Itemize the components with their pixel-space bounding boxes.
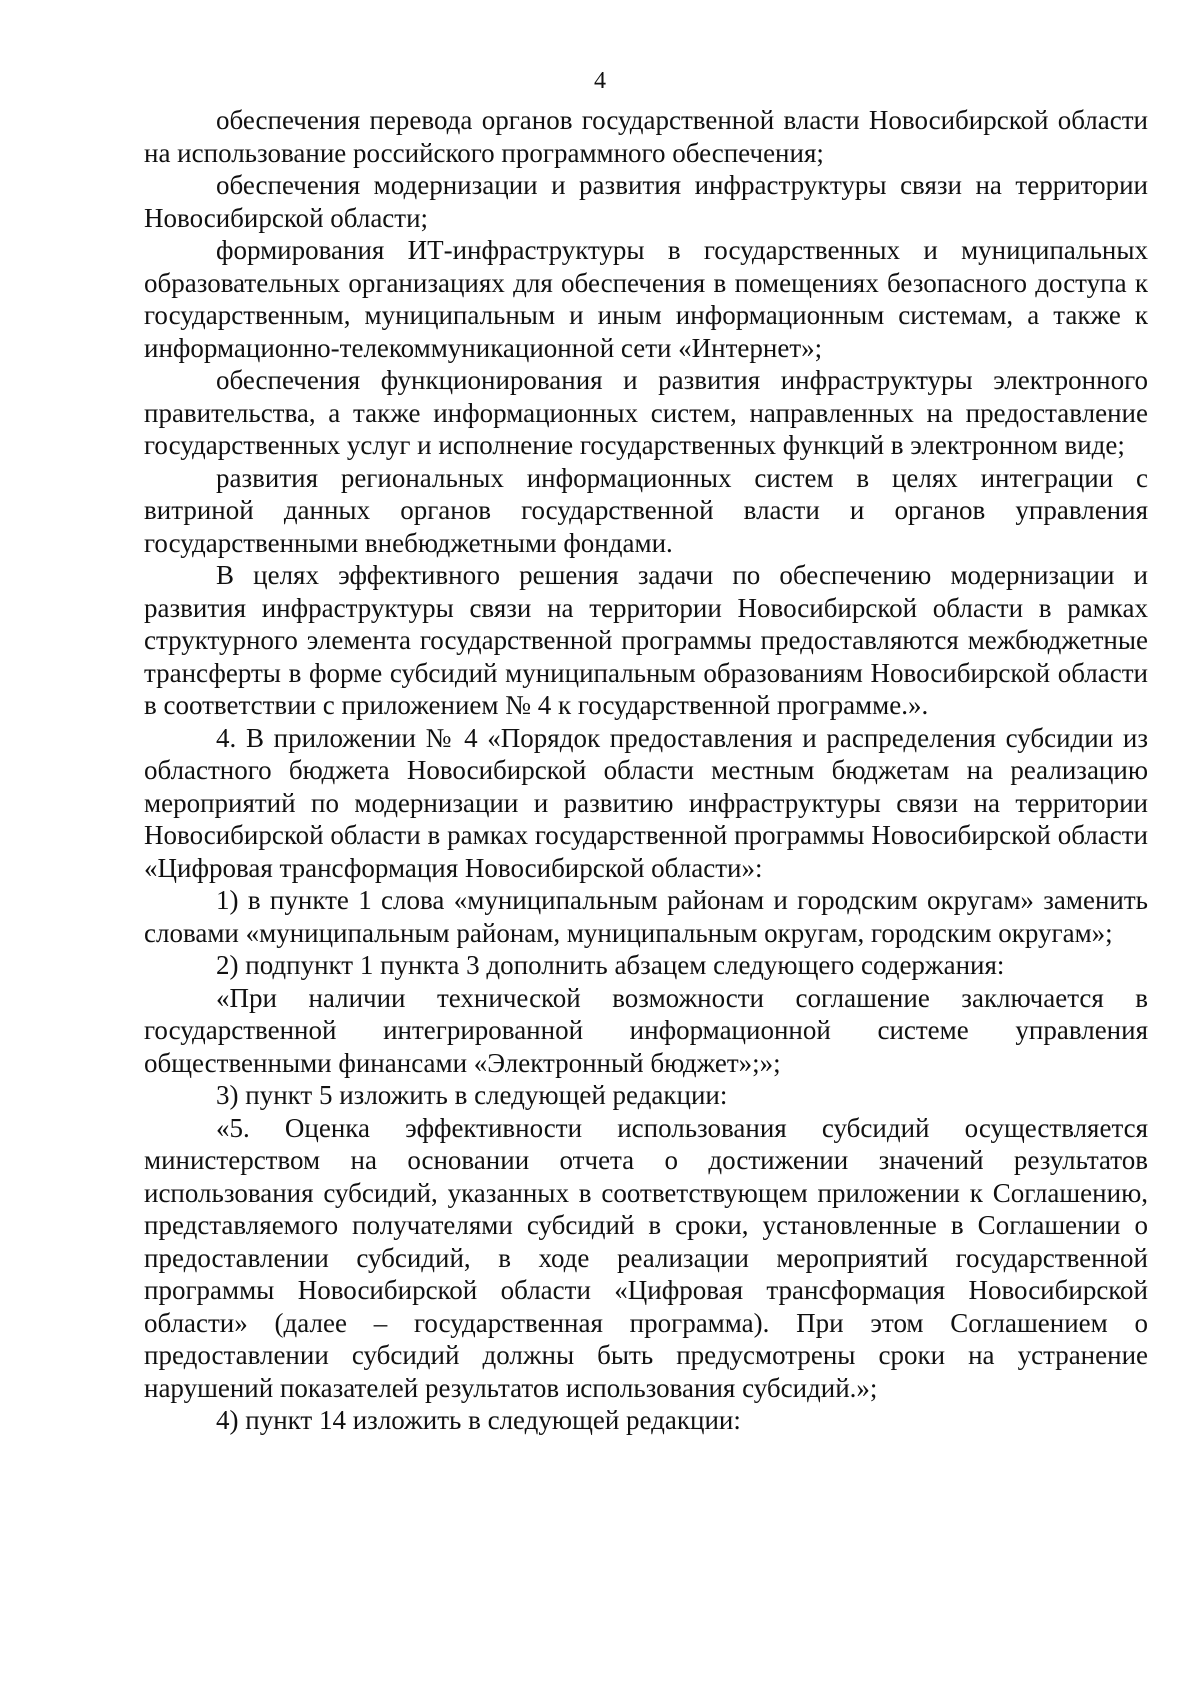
paragraph: «5. Оценка эффективности использования субсидий осуществляется министерством на основании отчета о достижении значений результатов использования субсидий, указанных в соответствующем приложении к Соглашению, представляемого получателями субсидий в сроки, установленные в Соглашении о предоставлении субсидий, в ходе реализации мероприятий государственной программы Новосибирской области «Цифровая трансформация Новосибирской области» (далее – государственная программа). При этом Соглашением о предоставлении субсидий должны быть предусмотрены сроки на устранение нарушений показателей результатов использования субсидий.»; bbox=[144, 1112, 1148, 1403]
paragraph: развития региональных информационных систем в целях интеграции с витриной данных органов государственной власти и органов управления государственными внебюджетными фондами. bbox=[144, 462, 1148, 558]
paragraph: обеспечения модернизации и развития инфраструктуры связи на территории Новосибирской области; bbox=[144, 170, 1148, 233]
page-number: 4 bbox=[594, 68, 606, 94]
paragraph: В целях эффективного решения задачи по обеспечению модернизации и развития инфраструктуры связи на территории Новосибирской области в рамках структурного элемента государственной программы предоставляются межбюджетные трансферты в форме субсидий муниципальным образованиям Новосибирской области в соответствии с приложением № 4 к государственной программе.». bbox=[144, 560, 1148, 720]
paragraph: 3) пункт 5 изложить в следующей редакции: bbox=[216, 1080, 728, 1110]
paragraph: обеспечения функционирования и развития инфраструктуры электронного правительства, а также информационных систем, направленных на предоставление государственных услуг и исполнение государственных функций в электронном виде; bbox=[144, 365, 1148, 460]
paragraph: 1) в пункте 1 слова «муниципальным районам и городским округам» заменить словами «муниципальным районам, муниципальным округам, городским округам»; bbox=[144, 885, 1148, 948]
paragraph: 4. В приложении № 4 «Порядок предоставления и распределения субсидии из областного бюджета Новосибирской области местным бюджетам на реализацию мероприятий по модернизации и развитию инфраструктуры связи на территории Новосибирской области в рамках государственной программы Новосибирской области «Цифровая трансформация Новосибирской области»: bbox=[144, 722, 1148, 883]
paragraph: «При наличии технической возможности соглашение заключается в государственной интегрированной информационной системе управления общественными финансами «Электронный бюджет»;»; bbox=[144, 982, 1148, 1078]
paragraph: 4) пункт 14 изложить в следующей редакции: bbox=[216, 1405, 741, 1435]
document-body bbox=[144, 104, 1148, 1437]
paragraph: формирования ИТ-инфраструктуры в государственных и муниципальных образовательных организациях для обеспечения в помещениях безопасного доступа к государственным, муниципальным и иным информационным системам, а также к информационно-телекоммуникационной сети «Интернет»; bbox=[144, 235, 1148, 363]
paragraph: обеспечения перевода органов государственной власти Новосибирской области на использование российского программного обеспечения; bbox=[144, 105, 1148, 168]
paragraph: 2) подпункт 1 пункта 3 дополнить абзацем следующего содержания: bbox=[216, 950, 1005, 980]
